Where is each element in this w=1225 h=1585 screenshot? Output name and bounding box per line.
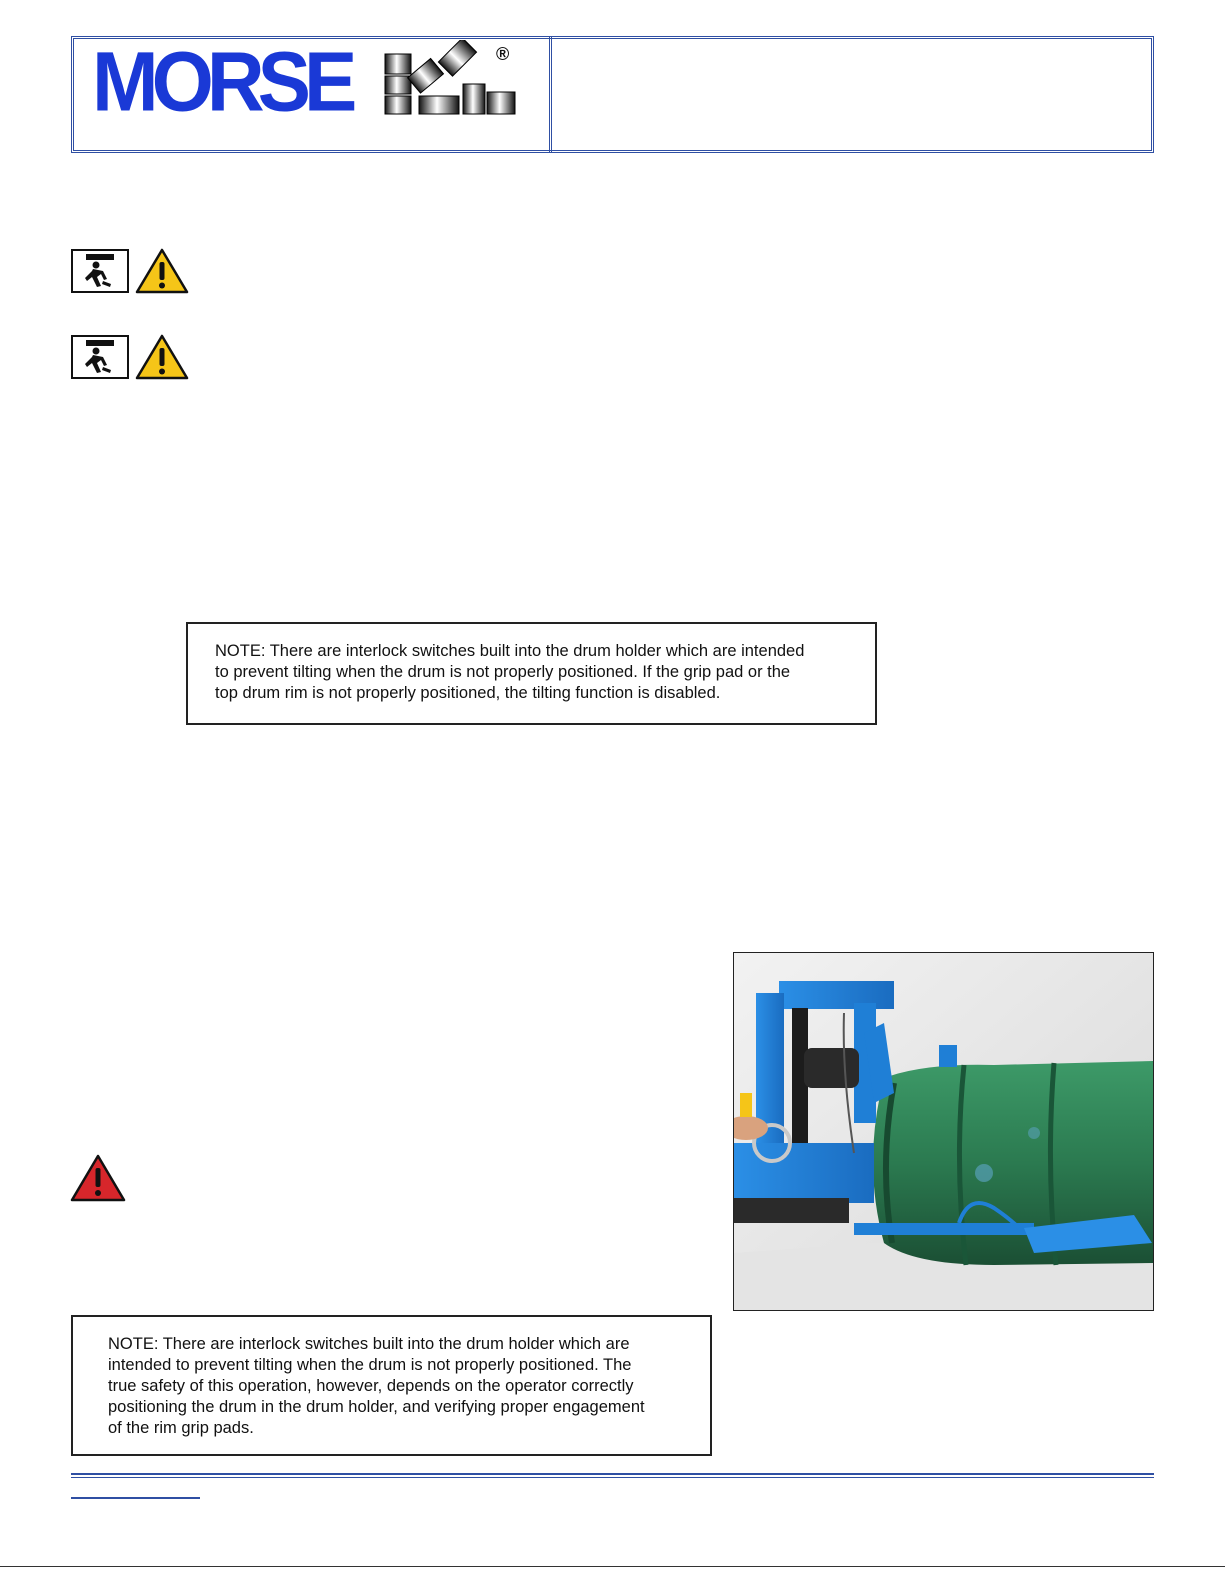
footer-rule <box>71 1473 1154 1475</box>
falling-load-hazard-icon <box>71 335 129 379</box>
footer-rule <box>71 1477 1154 1478</box>
note-line: NOTE: There are interlock switches built into the drum holder which are intended <box>215 642 805 660</box>
note-line: NOTE: There are interlock switches built into the drum holder which are <box>108 1335 630 1353</box>
falling-load-hazard-icon <box>71 249 129 293</box>
operator-safety-note-box <box>71 1315 712 1456</box>
note-line: positioning the drum in the drum holder, and verifying proper engagement <box>108 1398 645 1416</box>
note-line: of the rim grip pads. <box>108 1419 254 1437</box>
header-divider <box>549 36 552 153</box>
interlock-note-box <box>186 622 877 725</box>
note-line: intended to prevent tilting when the drum is not properly positioned. The <box>108 1356 632 1374</box>
caution-triangle-icon <box>135 247 189 295</box>
drum-holder-photo <box>733 952 1154 1311</box>
footer-link-underline[interactable] <box>71 1497 200 1499</box>
danger-triangle-icon <box>70 1153 126 1203</box>
note-line: true safety of this operation, however, depends on the operator correctly <box>108 1377 634 1395</box>
registered-mark: ® <box>496 44 510 64</box>
caution-triangle-icon <box>135 333 189 381</box>
note-line: to prevent tilting when the drum is not properly positioned. If the grip pad or the <box>215 663 791 681</box>
note-line: top drum rim is not properly positioned, the tilting function is disabled. <box>215 684 721 702</box>
morse-logo-text: MORSE <box>92 34 351 129</box>
page-edge-line <box>0 1566 1225 1567</box>
